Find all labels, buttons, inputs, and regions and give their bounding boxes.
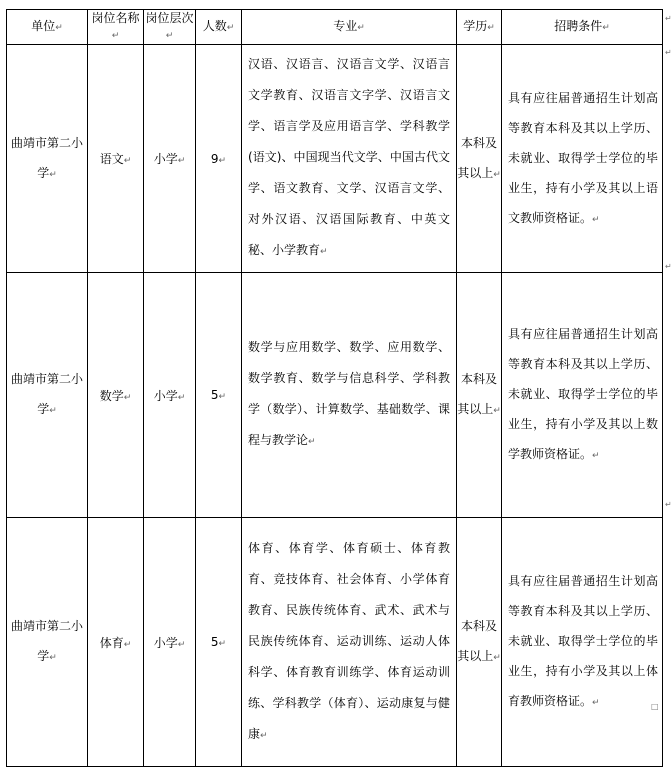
cell-major: 汉语、汉语言、汉语言文学、汉语言文学教育、汉语言文字学、汉语言文学、语言学及应用语言学、学科教学(语文)、中国现当代文学、中国古代文学、语文教育、文学、汉语言文学、对外汉语、汉语国际教育、中英文秘、小学教育↵ [242, 45, 457, 273]
row-end-mark: ↵ [665, 14, 672, 23]
cell-unit: 曲靖市第二小学↵ [7, 273, 88, 518]
header-position-name: 岗位名称↵ [88, 10, 144, 45]
cell-major: 数学与应用数学、数学、应用数学、数学教育、数学与信息科学、学科教学（数学）、计算数学、基础数学、课程与教学论↵ [242, 273, 457, 518]
recruitment-table [6, 9, 663, 767]
cell-conditions: 具有应往届普通招生计划高等教育本科及其以上学历、未就业、取得学士学位的毕业生，持有小学及其以上语文教师资格证。↵ [502, 45, 663, 273]
header-row [7, 10, 663, 45]
cell-position: 数学↵ [88, 273, 144, 518]
cell-count: 5↵ [196, 273, 242, 518]
header-count: 人数↵ [196, 10, 242, 45]
row-end-mark: ↵ [665, 262, 672, 271]
cell-unit: 曲靖市第二小学↵ [7, 45, 88, 273]
cell-count: 9↵ [196, 45, 242, 273]
cell-position: 体育↵ [88, 518, 144, 767]
header-conditions: 招聘条件↵ [502, 10, 663, 45]
cell-position: 语文↵ [88, 45, 144, 273]
cell-education: 本科及其以上↵ [457, 518, 502, 767]
header-unit: 单位↵ [7, 10, 88, 45]
row-end-mark: ↵ [665, 48, 672, 57]
header-education: 学历↵ [457, 10, 502, 45]
cell-education: 本科及其以上↵ [457, 273, 502, 518]
cell-conditions: 具有应往届普通招生计划高等教育本科及其以上学历、未就业、取得学士学位的毕业生，持有小学及其以上数学教师资格证。↵ [502, 273, 663, 518]
header-major: 专业↵ [242, 10, 457, 45]
cell-education: 本科及其以上↵ [457, 45, 502, 273]
cell-conditions: 具有应往届普通招生计划高等教育本科及其以上学历、未就业、取得学士学位的毕业生，持有小学及其以上体育教师资格证。↵ [502, 518, 663, 767]
cell-level: 小学↵ [144, 518, 196, 767]
cell-count: 5↵ [196, 518, 242, 767]
cell-major: 体育、体育学、体育硕士、体育教育、竞技体育、社会体育、小学体育教育、民族传统体育、武术、武术与民族传统体育、运动训练、运动人体科学、体育教育训练学、体育运动训练、学科教学（体育）、运动康复与健康↵ [242, 518, 457, 767]
page-end-mark: □ [651, 702, 659, 711]
cell-level: 小学↵ [144, 273, 196, 518]
table-row [7, 518, 663, 767]
row-end-mark: ↵ [665, 500, 672, 509]
cell-unit: 曲靖市第二小学↵ [7, 518, 88, 767]
table-row [7, 45, 663, 273]
cell-level: 小学↵ [144, 45, 196, 273]
table-row [7, 273, 663, 518]
header-position-level: 岗位层次↵ [144, 10, 196, 45]
